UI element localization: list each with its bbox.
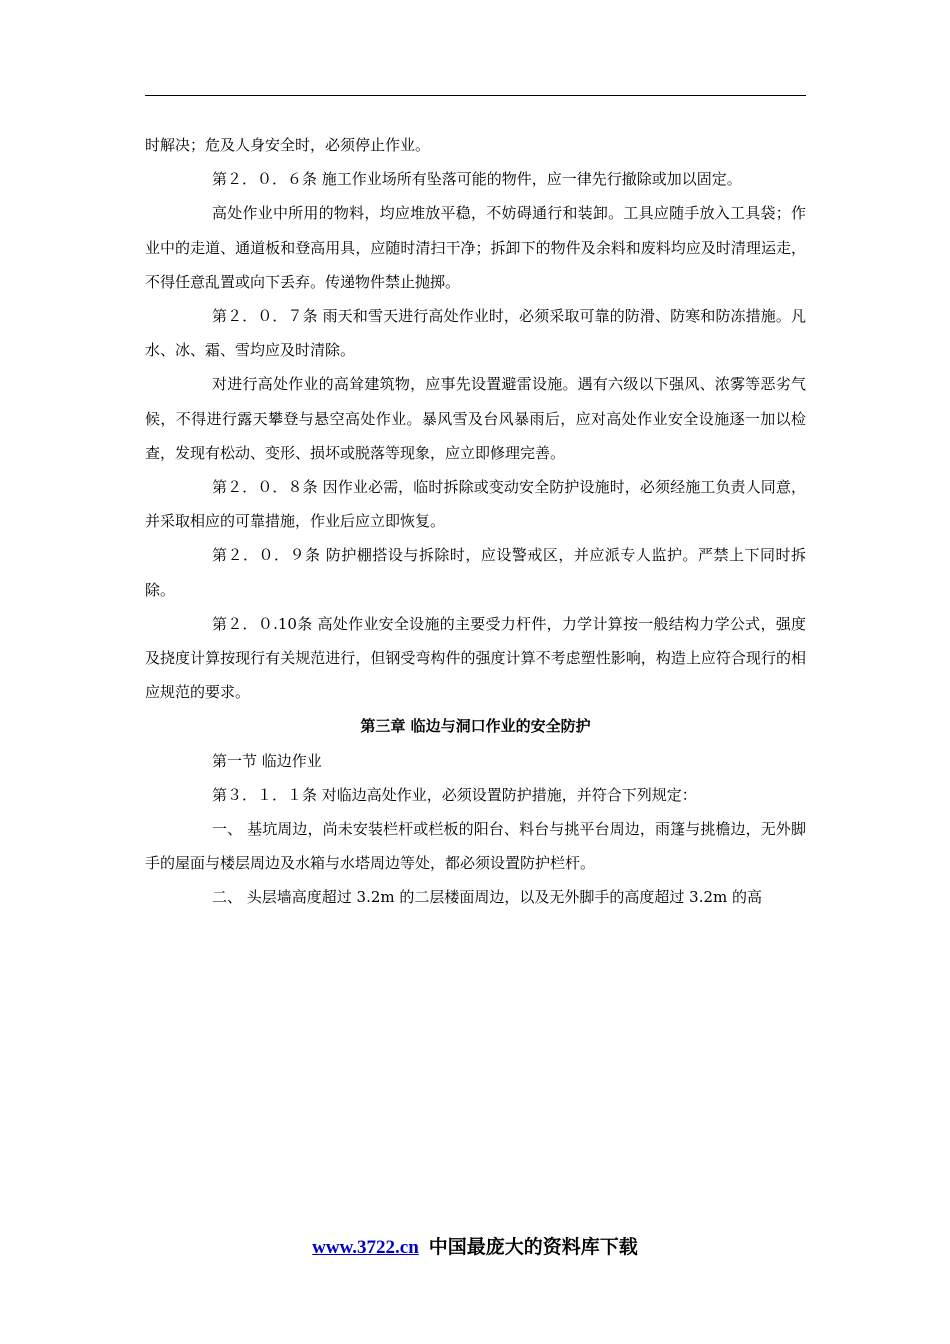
paragraph: 一、 基坑周边，尚未安装栏杆或栏板的阳台、料台与挑平台周边，雨篷与挑檐边，无外脚手的屋面与楼层周边及水箱与水塔周边等处，都必须设置防护栏杆。 bbox=[145, 820, 806, 873]
section-heading: 第一节 临边作业 bbox=[212, 751, 322, 770]
paragraph: 二、 头层墙高度超过 3.2m 的二层楼面周边，以及无外脚手的高度超过 3.2m 的高 bbox=[212, 888, 763, 907]
paragraph: 第２．０．９条 防护棚搭设与拆除时，应设警戒区，并应派专人监护。严禁上下同时拆除。 bbox=[145, 546, 806, 599]
page-footer bbox=[0, 1232, 950, 1259]
paragraph: 第３．１．１条 对临边高处作业，必须设置防护措施，并符合下列规定： bbox=[212, 785, 697, 804]
paragraph: 第２．０．８条 因作业必需，临时拆除或变动安全防护设施时，必须经施工负责人同意，并采取相应的可靠措施，作业后应立即恢复。 bbox=[145, 478, 806, 531]
paragraph: 第２．０．６条 施工作业场所有坠落可能的物件，应一律先行撤除或加以固定。 bbox=[212, 170, 742, 189]
footer-site-link[interactable]: www.3722.cn bbox=[312, 1237, 419, 1258]
paragraph: 第２．０.10条 高处作业安全设施的主要受力杆件，力学计算按一般结构力学公式，强度及挠度计算按现行有关规范进行，但钢受弯构件的强度计算不考虑塑性影响，构造上应符合现行的相应规范的要求。 bbox=[145, 614, 806, 702]
document-body bbox=[145, 128, 806, 915]
footer-tagline: 中国最庞大的资料库下载 bbox=[428, 1236, 638, 1258]
header-rule bbox=[145, 95, 806, 96]
paragraph: 第２．０．７条 雨天和雪天进行高处作业时，必须采取可靠的防滑、防寒和防冻措施。凡水、冰、霜、雪均应及时清除。 bbox=[145, 307, 806, 360]
paragraph: 对进行高处作业的高耸建筑物，应事先设置避雷设施。遇有六级以下强风、浓雾等恶劣气候，不得进行露天攀登与悬空高处作业。暴风雪及台风暴雨后，应对高处作业安全设施逐一加以检查，发现有松动、变形、损坏或脱落等现象，应立即修理完善。 bbox=[145, 375, 806, 462]
paragraph: 时解决；危及人身安全时，必须停止作业。 bbox=[145, 136, 431, 154]
paragraph: 高处作业中所用的物料，均应堆放平稳，不妨碍通行和装卸。工具应随手放入工具袋；作业中的走道、通道板和登高用具，应随时清扫干净；拆卸下的物件及余料和废料均应及时清理运走，不得任意乱置或向下丢弃。传递物件禁止抛掷。 bbox=[145, 204, 806, 291]
chapter-heading: 第三章 临边与洞口作业的安全防护 bbox=[360, 717, 591, 736]
